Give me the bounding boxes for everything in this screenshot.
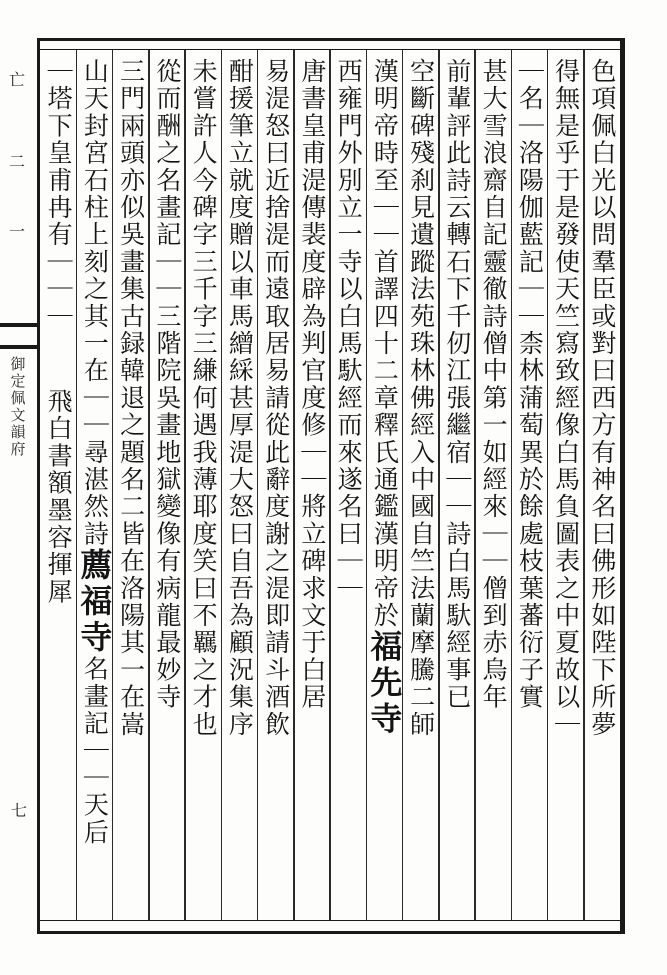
fish-tail-mark	[0, 323, 40, 349]
column-rule	[257, 50, 259, 920]
book-title: 御定佩文韻府	[10, 355, 26, 458]
text-segment: 漢明帝時至｜｜首譯四十二章釋氏通鑑漢明帝於	[370, 58, 400, 630]
text-column-16	[43, 58, 73, 918]
text-segment: 從而酬之名畫記｜｜三階院吳畫地獄變像有病龍最妙寺	[152, 58, 182, 711]
text-segment: 唐書皇甫湜傳裴度辟為判官度修｜｜將立碑求文于白居	[297, 58, 327, 711]
text-segment: 空斷碑殘刹見遺蹤法苑珠林佛經入中國自竺法蘭摩騰二師	[406, 58, 436, 738]
text-segment: 山天封宮石柱上刻之其一在｜｜尋湛然詩	[80, 58, 110, 548]
text-segment: 西雍門外別立一寺以白馬馱經而來遂名曰｜｜	[334, 58, 364, 602]
text-column-6	[406, 58, 436, 918]
text-column-2	[551, 58, 581, 918]
column-rule	[366, 50, 368, 920]
text-column-8	[333, 58, 363, 918]
text-segment: 飛白書額墨容揮犀	[44, 388, 74, 606]
column-rule	[184, 50, 186, 920]
text-column-5	[442, 58, 472, 918]
text-column-7	[365, 58, 404, 918]
text-segment: 色項佩白光以問羣臣或對曰西方有神名曰佛形如陛下所夢	[587, 58, 617, 738]
page-border-bottom	[37, 920, 625, 934]
text-column-14	[116, 58, 146, 918]
text-segment: 未嘗許人今碑字三千字三縑何遇我薄耶度笑曰不羈之才也	[189, 58, 219, 738]
column-rule	[547, 50, 549, 920]
page-border-top	[37, 38, 625, 50]
column-rule	[221, 50, 223, 920]
text-segment: 三門兩頭亦似吳畫集古録韓退之題名二皆在洛陽其一在嵩	[116, 58, 146, 738]
column-rule	[293, 50, 295, 920]
page-border-right	[620, 38, 625, 934]
text-columns	[40, 50, 620, 920]
column-rule	[148, 50, 150, 920]
text-segment: 酣援筆立就度贈以車馬繒綵甚厚湜大怒曰自吾為顧況集序	[225, 58, 255, 738]
column-rule	[511, 50, 513, 920]
column-rule	[329, 50, 331, 920]
temple-heading: 薦福寺	[75, 547, 114, 656]
column-rule	[583, 50, 585, 920]
text-segment: 得無是乎于是發使天竺寫致經像白馬負圖表之中夏故以｜	[551, 58, 581, 738]
text-segment: 甚大雪浪齋自記靈徹詩僧中第一如經來｜｜僧到赤烏年	[479, 58, 509, 711]
folio-number: 七	[10, 801, 27, 820]
text-column-9	[297, 58, 327, 918]
text-column-11	[224, 58, 254, 918]
page-margin-strip	[0, 38, 37, 934]
text-column-15	[75, 58, 114, 918]
temple-heading: 福先寺	[365, 629, 404, 738]
column-rule	[402, 50, 404, 920]
column-rule	[438, 50, 440, 920]
text-column-3	[514, 58, 544, 918]
margin-mark: 一	[8, 222, 25, 241]
text-segment: 易湜怒曰近捨湜而遠取居易請從此辭度謝之湜即請斗酒飲	[261, 58, 291, 738]
text-column-4	[478, 58, 508, 918]
column-rule	[76, 50, 78, 920]
column-rule	[112, 50, 114, 920]
text-column-13	[152, 58, 182, 918]
text-column-1	[587, 58, 617, 918]
text-segment: 名畫記｜｜天后	[80, 655, 110, 847]
margin-mark: 二	[8, 152, 25, 171]
margin-mark: 亡	[8, 70, 25, 89]
text-segment: 前輩評此詩云轉石下千仞江張繼宿｜｜詩白馬馱經事已	[442, 58, 472, 711]
text-segment: ｜塔下皇甫冉有｜｜｜	[44, 58, 74, 330]
text-column-10	[261, 58, 291, 918]
text-segment: ｜名｜洛陽伽藍記｜｜柰林蒲萄異於餘處枝葉蕃衍子實	[515, 58, 545, 711]
column-rule	[474, 50, 476, 920]
text-column-12	[188, 58, 218, 918]
